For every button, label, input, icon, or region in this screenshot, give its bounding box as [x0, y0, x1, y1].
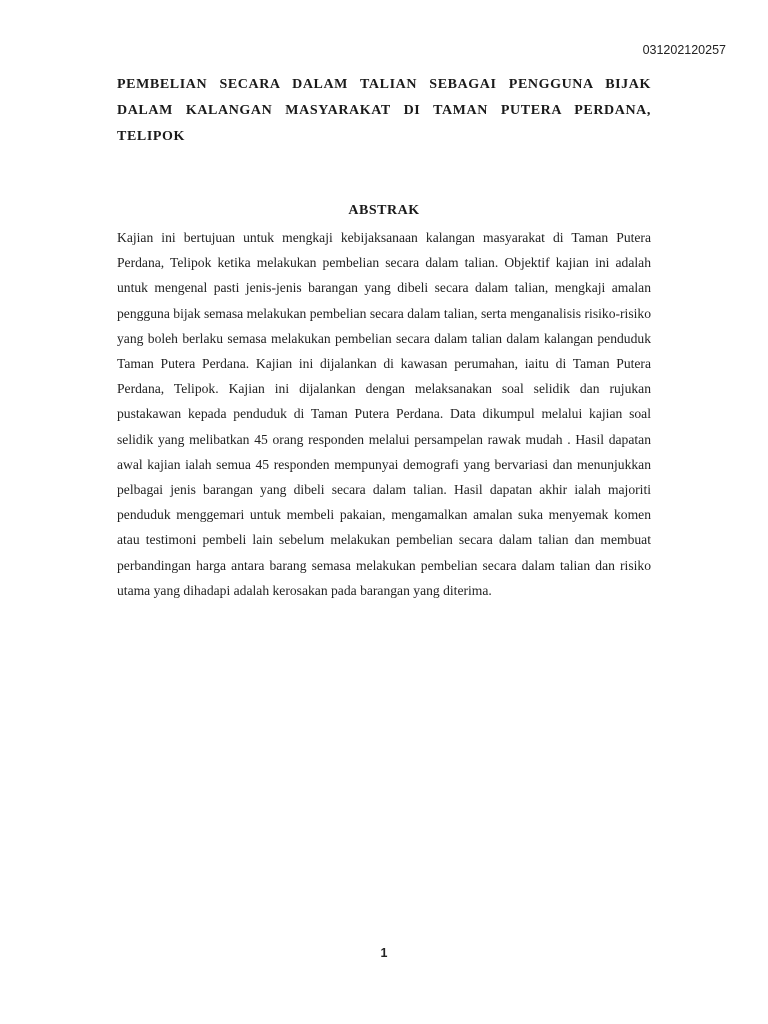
abstract-paragraph: Kajian ini bertujuan untuk mengkaji kebijaksanaan kalangan masyarakat di Taman Putera Perdana, Telipok ketika melakukan pembelian secara dalam talian. Objektif kajian ini adalah untuk mengenal pasti jenis-jenis barangan yang dibeli secara dalam talian, mengkaji amalan pengguna bijak semasa melakukan pembelian secara dalam talian, serta menganalisis risiko-risiko yang boleh berlaku semasa melakukan pembelian secara dalam talian dalam kalangan penduduk Taman Putera Perdana. Kajian ini dijalankan di kawasan perumahan, iaitu di Taman Putera Perdana, Telipok. Kajian ini dijalankan dengan melaksanakan soal selidik dan rujukan pustakawan kepada penduduk di Taman Putera Perdana. Data dikumpul melalui kajian soal selidik yang melibatkan 45 orang responden melalui persampelan rawak mudah . Hasil dapatan awal kajian ialah semua 45 responden mempunyai demografi yang bervariasi dan menunjukkan pelbagai jenis barangan yang dibeli secara dalam talian. Hasil dapatan akhir ialah majoriti penduduk menggemari untuk membeli pakaian, mengamalkan amalan suka menyemak komen atau testimoni pembeli lain sebelum melakukan pembelian secara dalam talian dan membuat perbandingan harga antara barang semasa melakukan pembelian secara dalam talian dan risiko utama yang dihadapi adalah kerosakan pada barangan yang diterima. [117, 230, 651, 598]
document-id: 031202120257 [642, 43, 726, 57]
page-number: 1 [380, 946, 388, 960]
abstract-heading: ABSTRAK [348, 203, 420, 218]
document-title: PEMBELIAN SECARA DALAM TALIAN SEBAGAI PENGGUNA BIJAK DALAM KALANGAN MASYARAKAT DI TAMAN PUTERA PERDANA, TELIPOK [117, 77, 651, 144]
